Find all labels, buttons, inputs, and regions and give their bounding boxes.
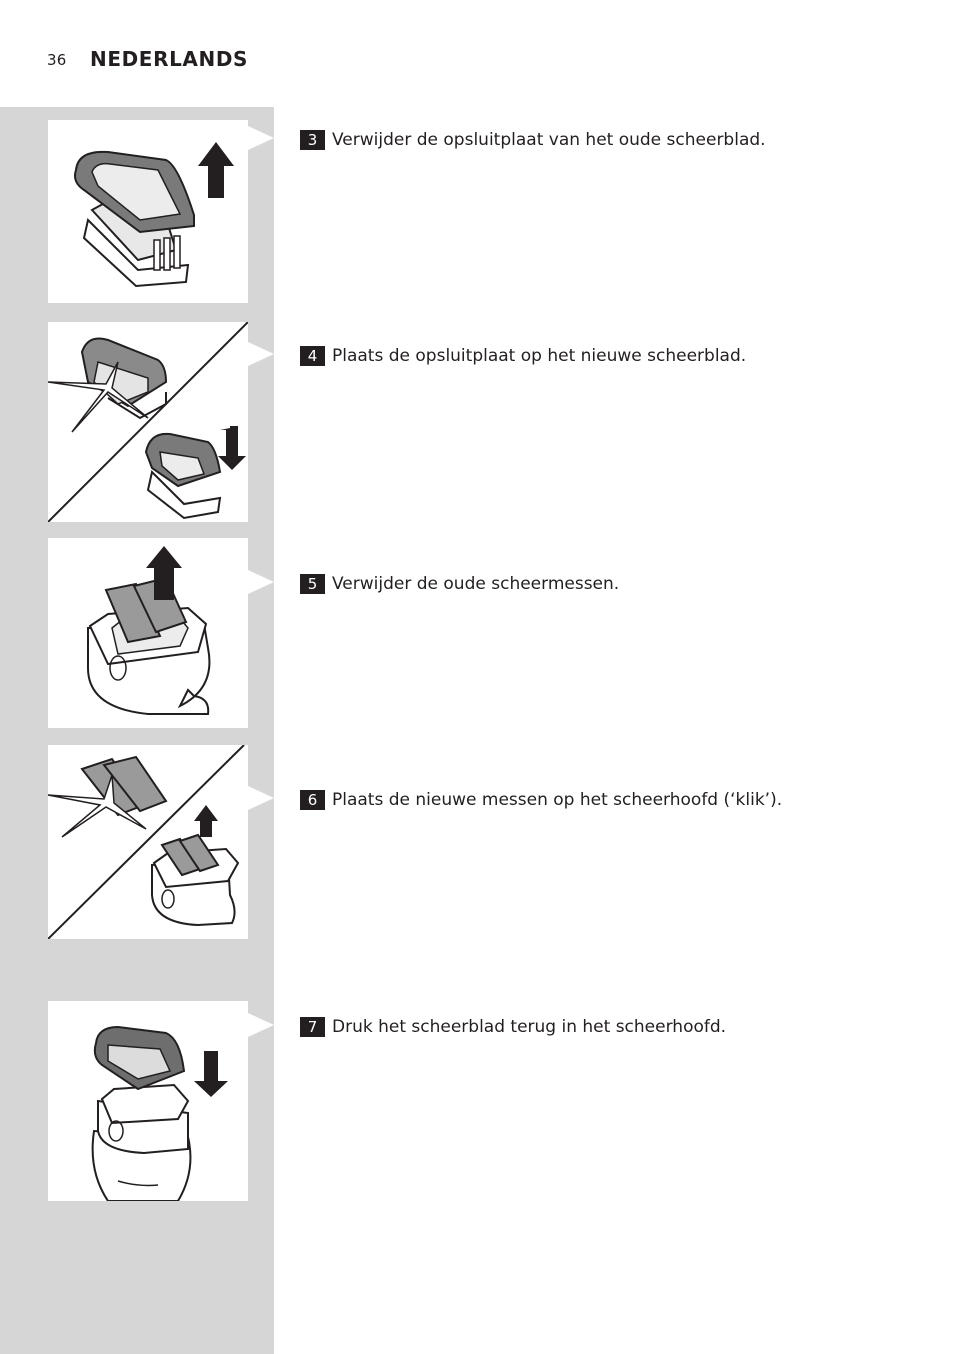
- illustration-step-5: [48, 538, 248, 728]
- step-text: Plaats de nieuwe messen op het scheerhoofd (‘klik’).: [332, 790, 783, 810]
- step-text: Plaats de opsluitplaat op het nieuwe scheerblad.: [332, 346, 747, 366]
- step-5: [300, 574, 619, 594]
- step-number-badge: 5: [300, 574, 325, 594]
- pointer-notch: [248, 570, 274, 594]
- step-number-badge: 7: [300, 1017, 325, 1037]
- step-3: [300, 130, 766, 150]
- step-text: Verwijder de oude scheermessen.: [332, 574, 620, 594]
- page-number: 36: [47, 51, 67, 69]
- step-4: [300, 346, 746, 366]
- illustration-step-7: [48, 1001, 248, 1201]
- step-text: Verwijder de opsluitplaat van het oude scheerblad.: [332, 130, 766, 150]
- illustration-step-3: [48, 120, 248, 303]
- page-language-heading: NEDERLANDS: [90, 47, 249, 71]
- pointer-notch: [248, 1013, 274, 1037]
- step-7: [300, 1017, 726, 1037]
- step-number-badge: 3: [300, 130, 325, 150]
- illustration-step-4: [48, 322, 248, 522]
- step-number-badge: 4: [300, 346, 325, 366]
- step-6: [300, 790, 782, 810]
- pointer-notch: [248, 342, 274, 366]
- pointer-notch: [248, 786, 274, 810]
- step-text: Druk het scheerblad terug in het scheerhoofd.: [332, 1017, 727, 1037]
- illustration-step-6: [48, 745, 248, 939]
- step-number-badge: 6: [300, 790, 325, 810]
- pointer-notch: [248, 126, 274, 150]
